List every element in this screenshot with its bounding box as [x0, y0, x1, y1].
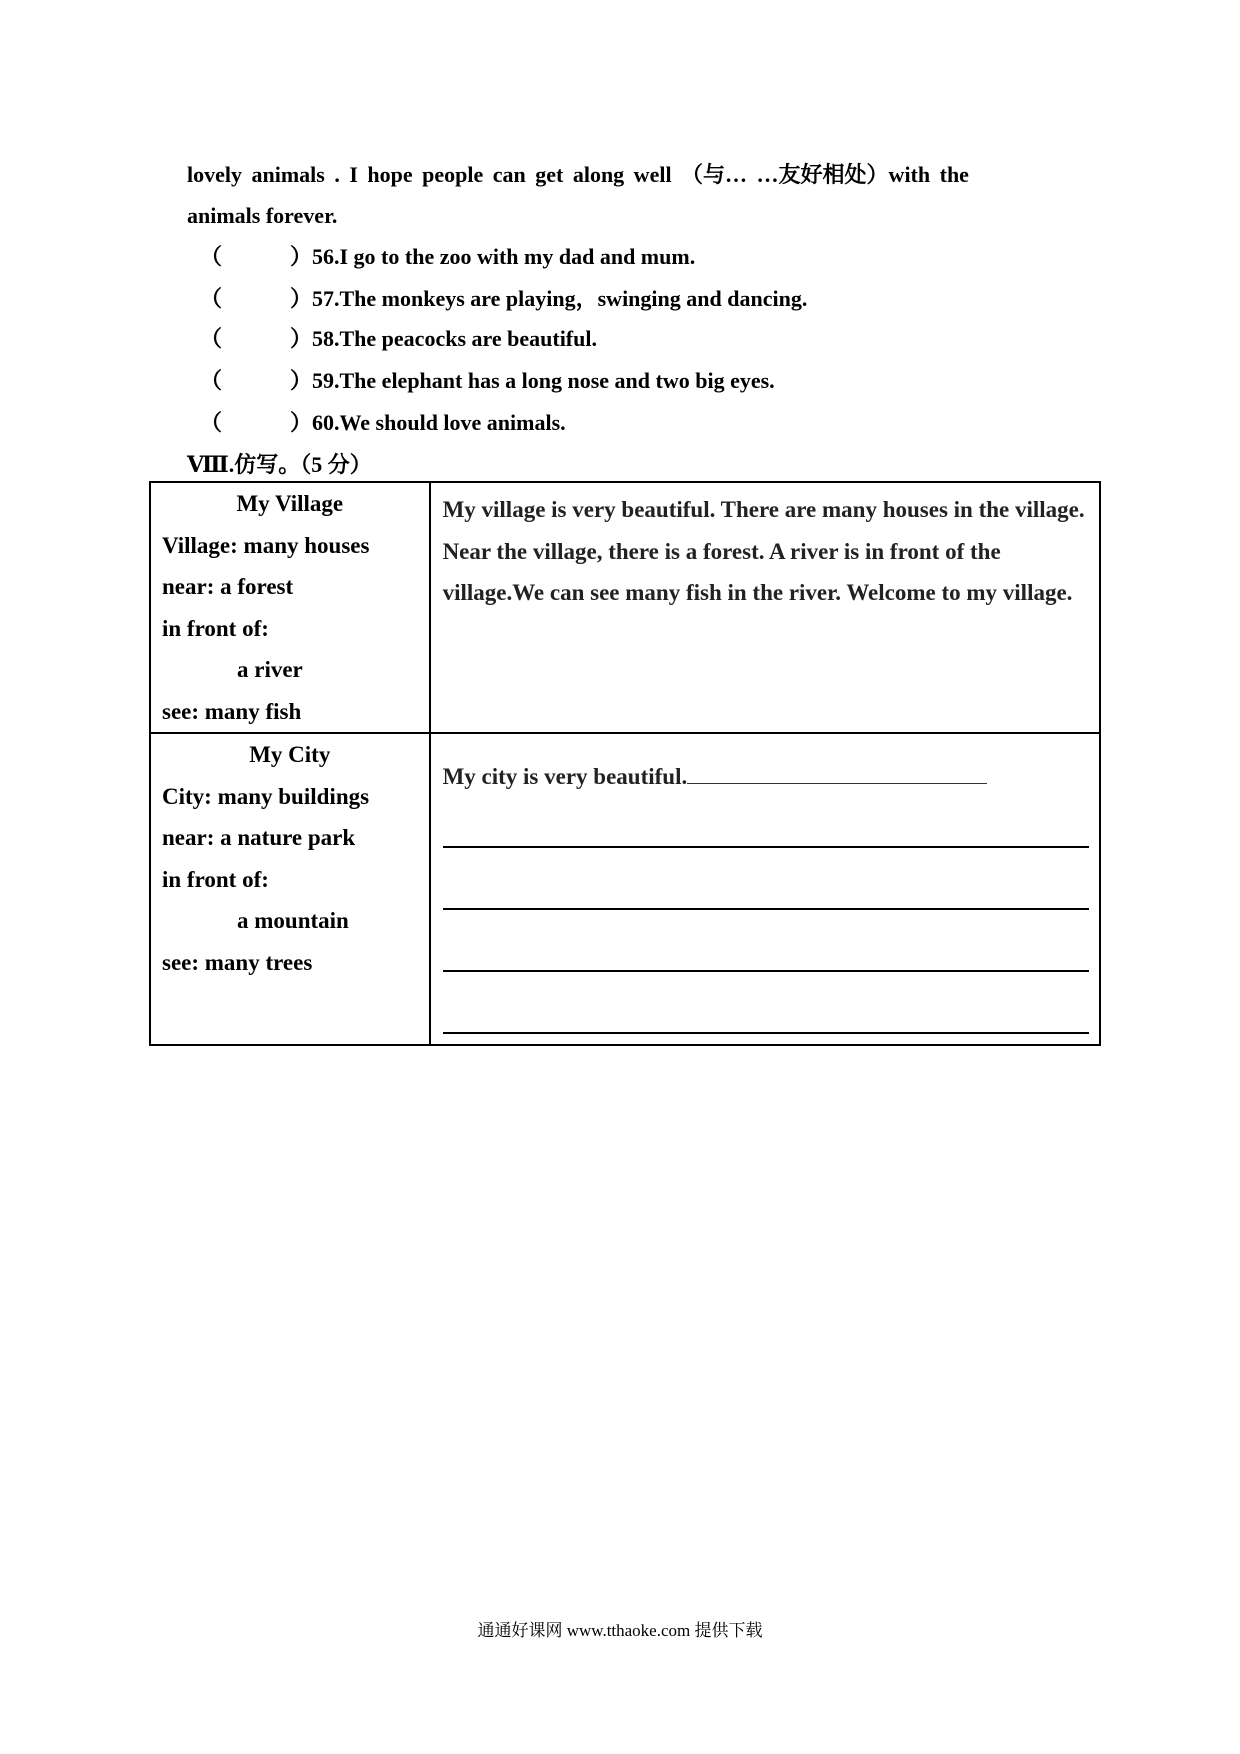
city-item: in front of: [162, 866, 269, 892]
question-59 [200, 366, 775, 396]
question-56 [200, 242, 695, 272]
city-start-line [431, 734, 1099, 790]
passage-line-2: animals forever. [187, 203, 338, 228]
answer-paren-open: （ [200, 244, 223, 269]
section-heading: Ⅷ.仿写。（5 分） [187, 452, 372, 477]
city-item: near: a nature park [162, 825, 356, 850]
question-text: 60.We should love animals. [312, 410, 566, 435]
question-text: 59.The elephant has a long nose and two big eyes. [312, 368, 775, 393]
village-model-cell [430, 482, 1100, 733]
village-row [150, 482, 1100, 733]
question-text: 56.I go to the zoo with my dad and mum. [312, 244, 696, 269]
city-row [150, 733, 1100, 1045]
question-60 [200, 408, 566, 438]
answer-paren-open: （ [200, 410, 223, 435]
city-item: see: many trees [162, 949, 313, 975]
start-blank[interactable] [687, 765, 987, 784]
city-writing-cell[interactable] [430, 733, 1100, 1045]
answer-paren-close: ） [290, 244, 313, 269]
village-item: a river [237, 657, 303, 682]
writing-line[interactable] [443, 908, 1089, 910]
question-text: 57.The monkeys are playing，swinging and dancing. [312, 286, 808, 311]
answer-paren-open: （ [200, 286, 223, 311]
city-item: a mountain [237, 908, 349, 933]
question-58 [200, 324, 597, 354]
village-item: in front of: [162, 615, 269, 641]
village-item: Village: many houses [162, 532, 370, 558]
city-start-text: My city is very beautiful. [442, 764, 688, 789]
page-footer: 通通好课网 www.tthaoke.com 提供下载 [477, 1621, 763, 1640]
answer-paren-open: （ [200, 368, 223, 393]
writing-line[interactable] [443, 970, 1089, 972]
village-model-text: My village is very beautiful. There are many houses in the village. Near the village, there is a forest. A river is in front of the village.We can see many fish in the river. Welcome to my village. [442, 497, 1085, 605]
answer-paren-close: ） [290, 286, 313, 311]
village-item: see: many fish [162, 698, 302, 724]
answer-paren-close: ） [290, 410, 313, 435]
answer-paren-close: ） [290, 326, 313, 351]
writing-line[interactable] [443, 846, 1089, 848]
village-outline [150, 482, 430, 733]
city-title: My City [249, 742, 331, 767]
city-outline [150, 733, 430, 1045]
answer-paren-open: （ [200, 326, 223, 351]
writing-table [149, 481, 1101, 1046]
question-57 [200, 284, 807, 314]
question-text: 58.The peacocks are beautiful. [312, 326, 597, 351]
village-item: near: a forest [162, 574, 294, 599]
passage-line-1: lovely animals . I hope people can get along well （与… …友好相处）with the [187, 162, 969, 187]
writing-line[interactable] [443, 1032, 1089, 1034]
village-title: My Village [236, 491, 344, 516]
answer-paren-close: ） [290, 368, 313, 393]
city-item: City: many buildings [162, 783, 370, 809]
